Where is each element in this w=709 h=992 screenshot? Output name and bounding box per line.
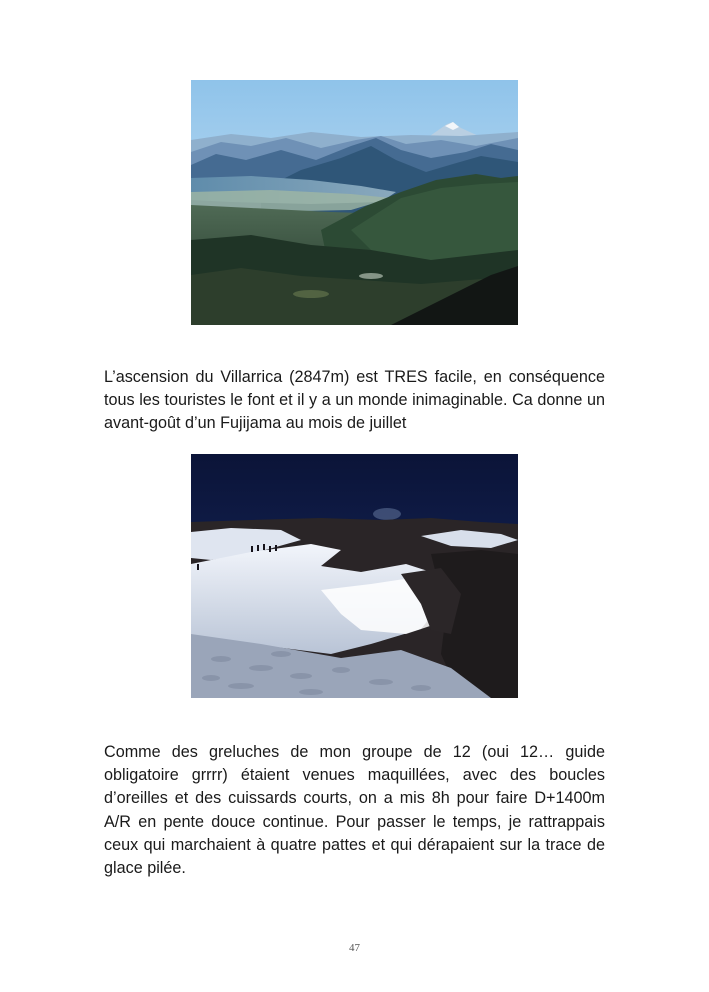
- snowfield-photo-climbers: [191, 454, 518, 698]
- paragraph-group-climb: Comme des greluches de mon groupe de 12 (oui 12… guide obligatoire grrrr) étaient venues maquillées, avec des boucles d’oreilles et des cuissards courts, on a mis 8h pour faire D+1400m A/R en pente douce continue. Pour passer le temps, je rattrappais ceux qui marchaient à quatre pattes et qui dérapaient sur la trace de glace pilée.: [104, 743, 605, 878]
- landscape-photo-valley: [191, 80, 518, 325]
- page-number: 47: [349, 942, 360, 954]
- paragraph-ascension: L’ascension du Villarrica (2847m) est TRES facile, en conséquence tous les touristes le font et il y a un monde inimaginable. Ca donne un avant-goût d’un Fujijama au mois de juillet: [104, 368, 605, 433]
